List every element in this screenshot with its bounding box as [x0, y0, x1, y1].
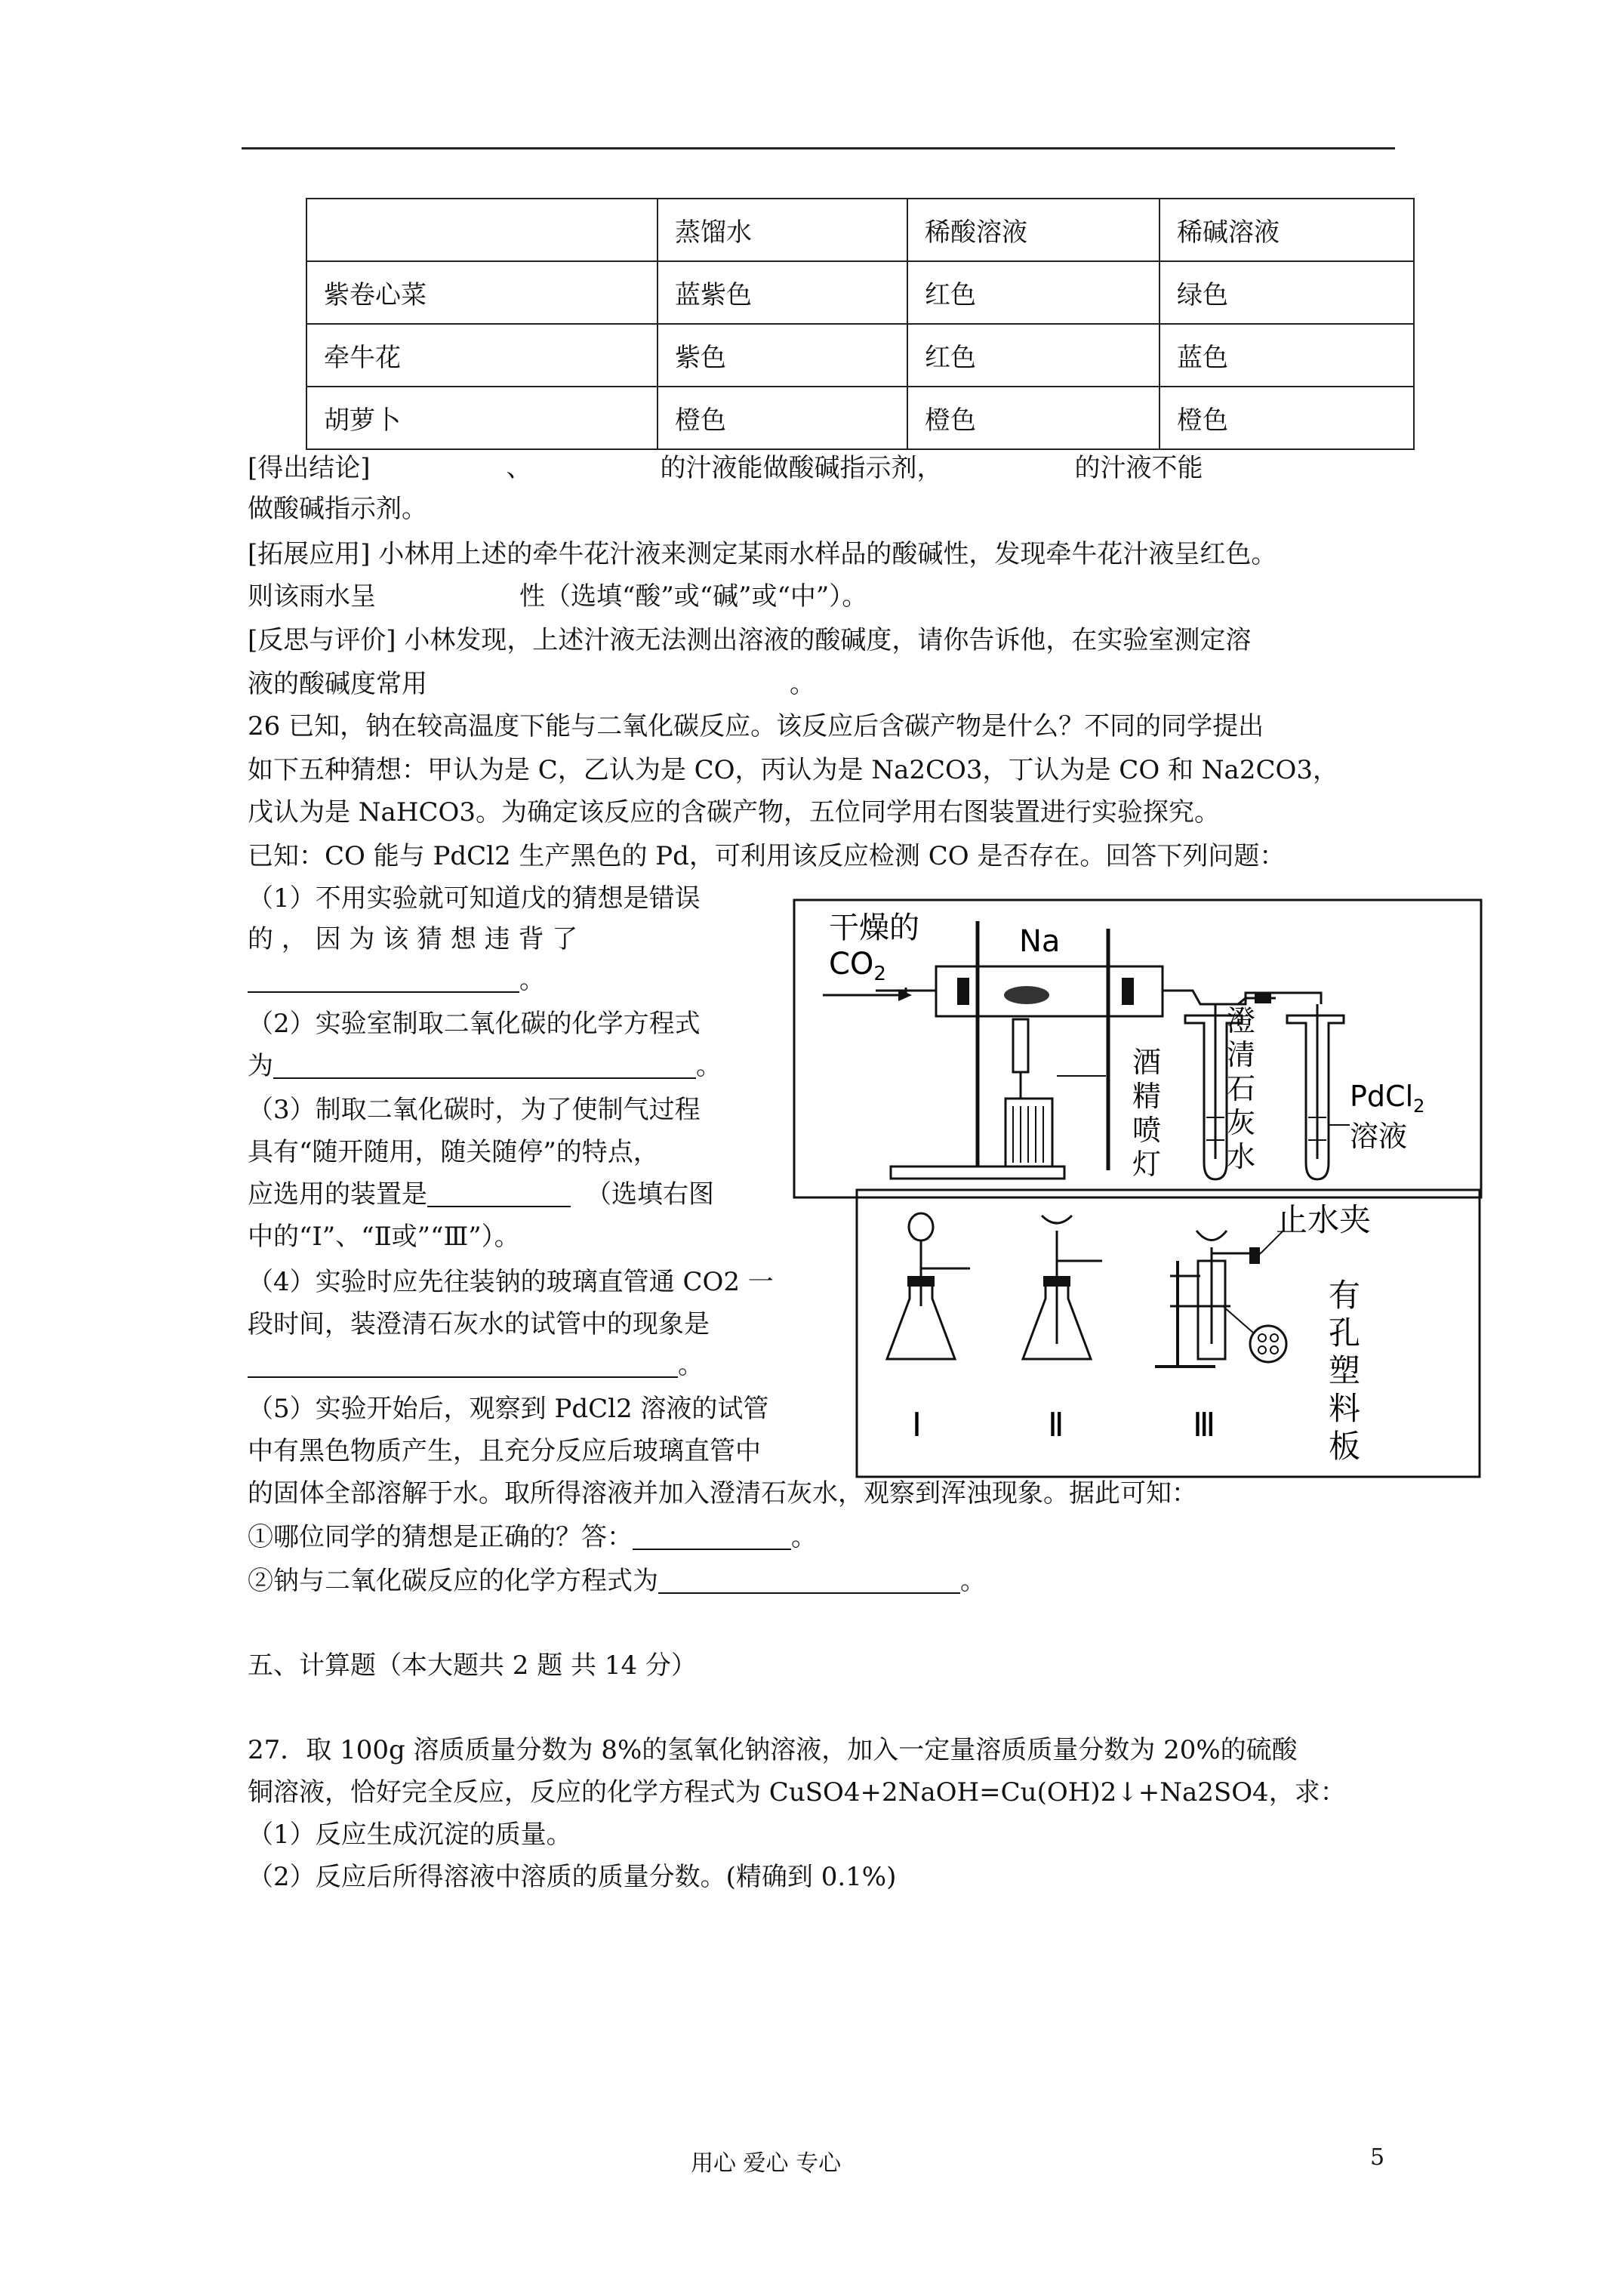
q26-p5-line-3: 的固体全部溶解于水。取所得溶液并加入澄清石灰水，观察到浑浊现象。据此可知： — [248, 1478, 1197, 1509]
punctuation: 。 — [960, 1566, 986, 1596]
pdcl2-test-tube — [1287, 1015, 1344, 1179]
lamp-label-char: 喷 — [1132, 1114, 1162, 1147]
answer-blank — [273, 1053, 696, 1079]
indicator-table — [306, 198, 1415, 450]
answer-blank — [658, 1568, 960, 1594]
q26-p2-text: 为 — [248, 1051, 273, 1081]
q26-p5-question-2: ②钠与二氧化碳反应的化学方程式为 — [248, 1566, 658, 1596]
plate-label-char: 孔 — [1329, 1314, 1361, 1351]
table-cell: 紫色 — [658, 324, 907, 387]
sodium-label: Na — [1019, 924, 1061, 959]
lamp-label-char: 精 — [1132, 1080, 1162, 1113]
extension-line-1: [拓展应用] 小林用上述的牵牛花汁液来测定某雨水样品的酸碱性，发现牵牛花汁液呈红色。 — [248, 539, 1277, 569]
apparatus-figure — [793, 898, 1487, 1480]
q26-line-4: 已知：CO 能与 PdCl2 生产黑色的 Pd，可利用该反应检测 CO 是否存在。回答下列问题： — [248, 841, 1286, 871]
table-row — [306, 387, 1414, 449]
answer-blank — [248, 967, 519, 993]
table-cell: 牵牛花 — [306, 324, 658, 387]
table-cell: 胡萝卜 — [306, 387, 658, 449]
table-cell: 稀酸溶液 — [907, 199, 1160, 261]
q26-line-1: 26 已知，钠在较高温度下能与二氧化碳反应。该反应后含碳产物是什么？不同的同学提出 — [248, 711, 1264, 741]
answer-blank — [248, 1352, 678, 1378]
reflection-text-2: 。 — [790, 669, 815, 699]
table-cell: 绿色 — [1160, 261, 1414, 324]
table-cell: 稀碱溶液 — [1160, 199, 1414, 261]
dry-co2-label: 干燥的 — [829, 911, 919, 945]
table-cell: 蓝紫色 — [658, 261, 907, 324]
q26-p1-line-2: 的 ， 因 为 该 猜 想 违 背 了 — [248, 924, 578, 954]
solution-label: 溶液 — [1350, 1120, 1408, 1153]
q26-p1-line-1: （1）不用实验就可知道戊的猜想是错误 — [248, 883, 701, 914]
table-cell: 蓝色 — [1160, 324, 1414, 387]
table-cell: 红色 — [907, 261, 1160, 324]
q26-p3-line-2: 具有“随开随用，随关随停”的特点， — [248, 1137, 659, 1167]
q26-p3-text-2: （选填右图 — [586, 1179, 714, 1210]
extension-text: 则该雨水呈 — [248, 581, 376, 612]
q26-p3-line-3 — [248, 1178, 714, 1211]
alcohol-lamp-nozzle — [1013, 1019, 1028, 1072]
table-cell — [306, 199, 658, 261]
limewater-label-char: 水 — [1227, 1140, 1256, 1173]
table-cell: 橙色 — [907, 387, 1160, 449]
gas-generator-frame — [857, 1190, 1480, 1477]
water-clamp-label: 止水夹 — [1276, 1201, 1372, 1238]
answer-blank — [633, 1524, 791, 1550]
plate-label-char: 有 — [1329, 1277, 1361, 1314]
perforated-plate — [1250, 1326, 1286, 1362]
punctuation: 。 — [791, 1522, 817, 1552]
q26-p5-line-4 — [248, 1521, 817, 1554]
section-heading: 五、计算题（本大题共 2 题 共 14 分） — [248, 1650, 697, 1681]
extension-text-2: 性（选填“酸”或“碱”或“中”）。 — [519, 581, 868, 612]
lamp-label-char: 灯 — [1132, 1148, 1162, 1181]
q26-p2-line-1: （2）实验室制取二氧化碳的化学方程式 — [248, 1009, 701, 1039]
extension-line-2 — [248, 580, 867, 613]
table-cell: 橙色 — [1160, 387, 1414, 449]
reflection-text: 液的酸碱度常用 — [248, 669, 427, 699]
plate-label-char: 塑 — [1329, 1352, 1361, 1389]
answer-blank — [427, 1182, 571, 1207]
q26-p3-line-4: 中的“Ⅰ”、“Ⅱ或”“Ⅲ”）。 — [248, 1222, 520, 1252]
apparatus-label-2: Ⅱ — [1048, 1406, 1064, 1444]
conclusion-line-1 — [248, 451, 1203, 485]
q26-p5-line-5 — [248, 1564, 986, 1598]
conclusion-text-2: 的汁液不能 — [1074, 453, 1203, 483]
punctuation: 。 — [678, 1350, 704, 1380]
table-cell: 紫卷心菜 — [306, 261, 658, 324]
q26-p4-line-3 — [248, 1348, 704, 1382]
limewater-label-char: 清 — [1227, 1038, 1256, 1071]
limewater-label-char: 澄 — [1227, 1004, 1256, 1037]
sodium-sample — [1004, 986, 1049, 1004]
table-row — [306, 261, 1414, 324]
table-cell: 蒸馏水 — [658, 199, 907, 261]
plate-label-char: 料 — [1329, 1390, 1361, 1427]
punctuation: 。 — [696, 1051, 722, 1081]
q26-p5-line-2: 中有黑色物质产生，且充分反应后玻璃直管中 — [248, 1436, 761, 1466]
table-header-row — [306, 199, 1414, 261]
reflection-line-1: [反思与评价] 小林发现，上述汁液无法测出溶液的酸碱度，请你告诉他，在实验室测定溶 — [248, 625, 1252, 655]
header-rule — [242, 147, 1395, 149]
q26-p2-line-2 — [248, 1049, 722, 1083]
table-cell: 橙色 — [658, 387, 907, 449]
footer-motto: 用心 爱心 专心 — [691, 2150, 842, 2177]
conclusion-text: 的汁液能做酸碱指示剂， — [660, 453, 943, 483]
pdcl2-label: PdCl$_2$ — [1350, 1080, 1425, 1117]
q26-p4-line-2: 段时间，装澄清石灰水的试管中的现象是 — [248, 1309, 710, 1339]
reflection-line-2 — [248, 667, 815, 701]
q27-line-2: 铜溶液，恰好完全反应，反应的化学方程式为 CuSO4+2NaOH=Cu(OH)2↓+Na2SO4，求： — [248, 1777, 1346, 1808]
apparatus-label-1: Ⅰ — [912, 1406, 922, 1444]
co2-label: $CO_2$ — [829, 947, 886, 985]
q26-p3-line-1: （3）制取二氧化碳时，为了使制气过程 — [248, 1095, 701, 1125]
table-cell: 红色 — [907, 324, 1160, 387]
plate-label-char: 板 — [1329, 1428, 1361, 1465]
q27-line-4: （2）反应后所得溶液中溶质的质量分数。(精确到 0.1%) — [248, 1862, 897, 1892]
q26-p5-question: ①哪位同学的猜想是正确的？答： — [248, 1522, 633, 1552]
limewater-label-char: 灰 — [1227, 1106, 1256, 1139]
table-row — [306, 324, 1414, 387]
water-clamp — [1249, 1247, 1260, 1264]
page-number: 5 — [1370, 2144, 1385, 2171]
q26-p1-line-3 — [248, 963, 545, 997]
punctuation: 。 — [519, 965, 545, 995]
q26-p4-line-1: （4）实验时应先往装钠的玻璃直管通 CO2 一 — [248, 1267, 774, 1297]
q27-line-3: （1）反应生成沉淀的质量。 — [248, 1820, 572, 1850]
q26-p5-line-1: （5）实验开始后，观察到 PdCl2 溶液的试管 — [248, 1394, 769, 1424]
q26-line-3: 戊认为是 NaHCO3。为确定该反应的含碳产物，五位同学用右图装置进行实验探究。 — [248, 797, 1220, 827]
lamp-label-char: 酒 — [1132, 1046, 1162, 1079]
apparatus-label-3: Ⅲ — [1193, 1406, 1216, 1444]
limewater-label-char: 石 — [1227, 1072, 1256, 1105]
conclusion-separator: 、 — [506, 453, 532, 483]
conclusion-line-2: 做酸碱指示剂。 — [248, 494, 427, 524]
q26-p3-text: 应选用的装置是 — [248, 1179, 427, 1210]
conclusion-label: [得出结论] — [248, 453, 371, 483]
q26-line-2: 如下五种猜想：甲认为是 C，乙认为是 CO，丙认为是 Na2CO3，丁认为是 CO 和 Na2CO3， — [248, 755, 1338, 785]
q27-line-1: 27．取 100g 溶质质量分数为 8%的氢氧化钠溶液，加入一定量溶质质量分数为 20%的硫酸 — [248, 1735, 1298, 1765]
stand-base — [891, 1166, 1064, 1179]
